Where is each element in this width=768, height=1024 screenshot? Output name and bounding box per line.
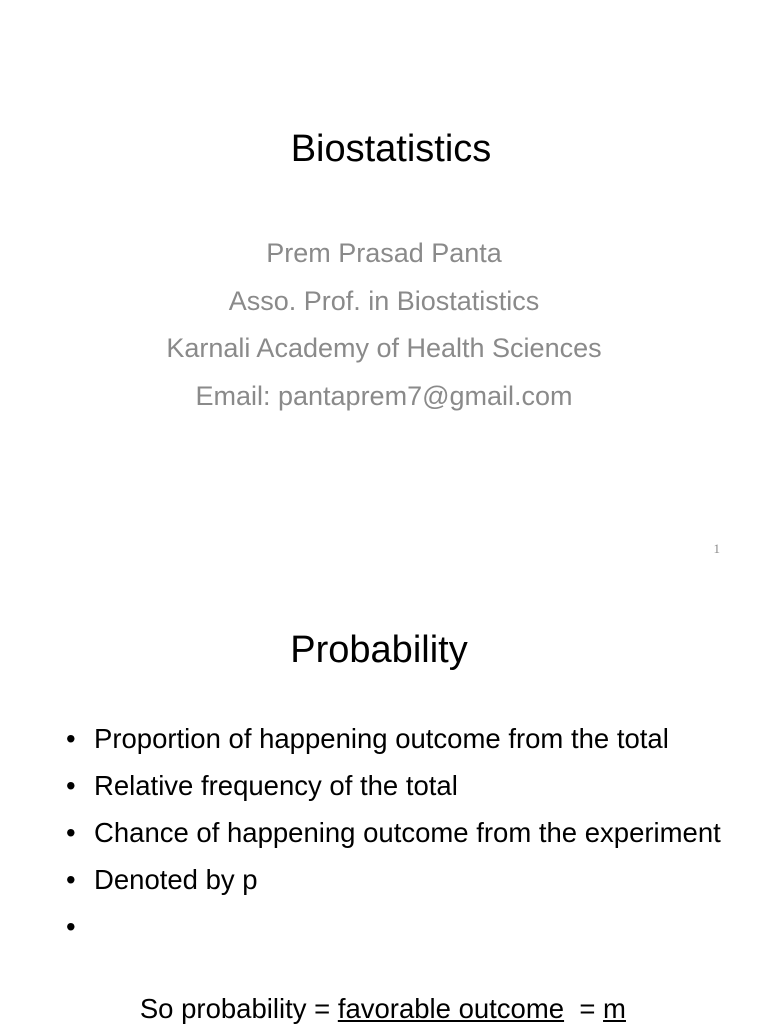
bullet-icon: •: [66, 770, 76, 801]
bullet-item: [66, 765, 726, 806]
slide-number: 1: [713, 541, 720, 556]
bullet-text: Denoted by p: [94, 864, 258, 895]
bullet-item: [66, 718, 726, 759]
bullet-text: Proportion of happening outcome from the total: [94, 723, 669, 754]
author-institution: Karnali Academy of Health Sciences: [166, 333, 602, 363]
bullet-icon: •: [66, 817, 76, 848]
bullet-icon: •: [66, 911, 76, 942]
author-name: Prem Prasad Panta: [266, 238, 502, 268]
author-info: [0, 230, 768, 420]
formula-symbol: m: [603, 993, 626, 1024]
formula-numerator: favorable outcome: [337, 993, 565, 1024]
bullet-text: Chance of happening outcome from the experiment: [94, 817, 721, 848]
bullet-item: [66, 859, 726, 900]
bullet-icon: •: [66, 864, 76, 895]
formula-equals: =: [564, 993, 604, 1024]
bullet-item: [66, 812, 726, 853]
formula-prefix: So probability =: [139, 993, 338, 1024]
bullet-text: Relative frequency of the total: [94, 770, 458, 801]
bullet-icon: •: [66, 723, 76, 754]
slide-title: Probability: [290, 629, 468, 671]
author-position: Asso. Prof. in Biostatistics: [228, 285, 540, 316]
probability-slide: [0, 576, 768, 1024]
bullet-list: [66, 718, 726, 1024]
bullet-item-formula: [66, 906, 726, 1024]
author-email: Email: pantaprem7@gmail.com: [195, 380, 573, 411]
slide-title: Biostatistics: [290, 128, 492, 170]
